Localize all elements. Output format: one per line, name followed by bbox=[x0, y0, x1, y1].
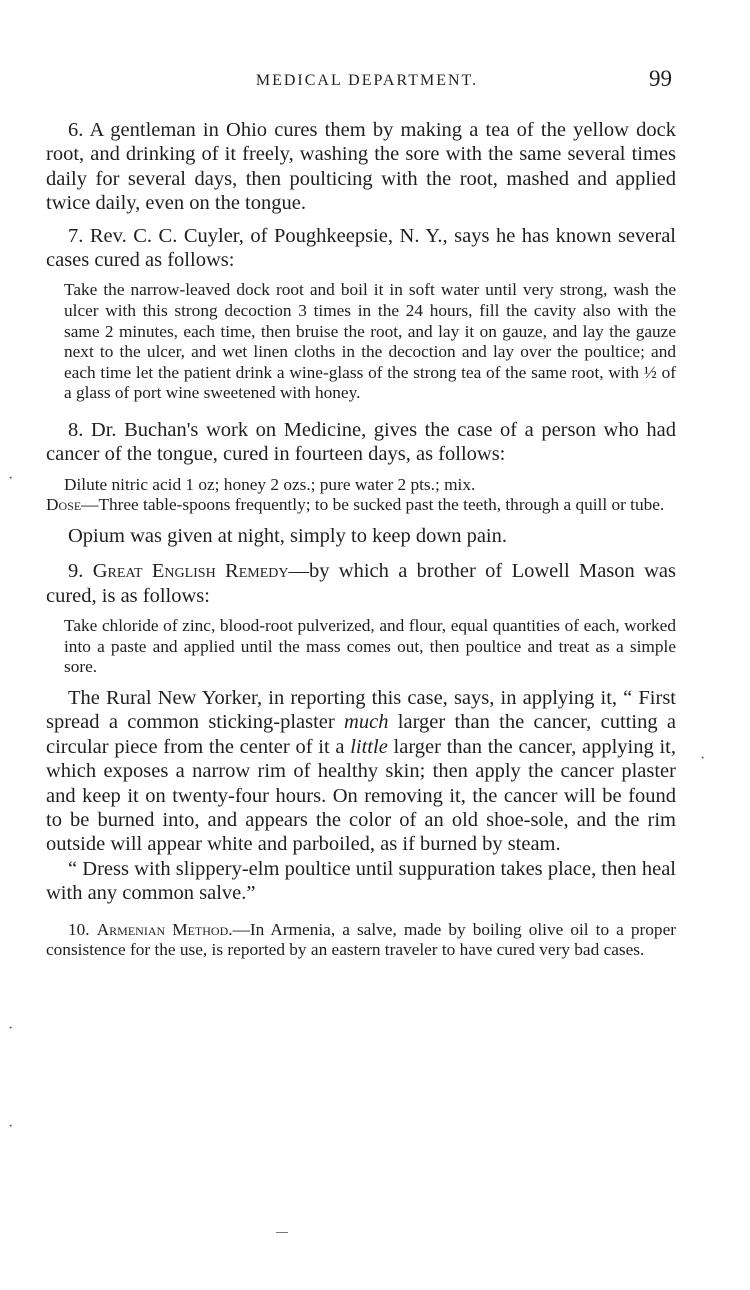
entry-9-number: 9. bbox=[68, 560, 84, 583]
running-head: MEDICAL DEPARTMENT. bbox=[255, 72, 479, 89]
entry-10-number: 10. bbox=[68, 919, 90, 939]
entry-8-recipe: Dilute nitric acid 1 oz; honey 2 ozs.; pure water 2 pts.; mix. bbox=[64, 474, 476, 494]
footer-dash bbox=[276, 1232, 288, 1233]
entry-9-dress: “ Dress with slippery-elm poultice until suppuration takes place, then heal with any common salve.” bbox=[46, 857, 676, 905]
emphasis-much: much bbox=[344, 711, 389, 734]
entry-9-title: Great English Remedy bbox=[92, 560, 289, 583]
entry-10-rest: .—In Armenia, a salve, made by boiling olive oil to a proper consistence for the use, is reported by an eastern traveler to have cured very bad cases. bbox=[46, 919, 677, 960]
entry-8-recipe-block bbox=[46, 475, 676, 516]
body-text bbox=[46, 118, 676, 961]
entry-9-rural-new-yorker bbox=[46, 686, 676, 857]
entry-9-recipe: Take chloride of zinc, blood-root pulverized, and flour, equal quantities of each, worked into a paste and applied until the mass comes out, then poultice and treat as a simple sore. bbox=[64, 616, 676, 677]
entry-6: 6. A gentleman in Ohio cures them by making a tea of the yellow dock root, and drinking of it freely, washing the sore with the same several times daily for several days, then poulticing with the root, mashed and applied twice daily, even on the tongue. bbox=[46, 119, 676, 215]
entry-7: 7. Rev. C. C. Cuyler, of Poughkeepsie, N. Y., says he has known several cases cured as follows: bbox=[46, 224, 676, 272]
entry-10-title: Armenian Method bbox=[96, 919, 229, 939]
margin-speck: · bbox=[8, 470, 14, 487]
entry-9 bbox=[46, 559, 676, 608]
page-number: 99 bbox=[649, 66, 672, 91]
page-header bbox=[46, 66, 676, 102]
margin-speck: · bbox=[700, 750, 706, 767]
rural-text-c: larger than the cancer, applying it, which exposes a narrow rim of healthy skin; then apply the cancer plaster and keep it on twenty-four hours. On removing it, the cancer will be found to be burned into, and appears the color of an old shoe-sole, and the rim outside will appear white and parboiled, as if burned by steam. bbox=[46, 735, 676, 856]
dose-text: —Three table-spoons frequently; to be sucked past the teeth, through a quill or tube. bbox=[81, 495, 665, 515]
entry-9-rest: —by which a brother of Lowell Mason was cured, is as follows: bbox=[46, 560, 676, 607]
rural-text-a: The Rural New Yorker, in reporting this case, says, in applying it, “ First spread a common sticking-plaster bbox=[46, 687, 676, 734]
entry-10 bbox=[46, 920, 676, 961]
dose-label: Dose bbox=[46, 495, 82, 515]
entry-7-recipe: Take the narrow-leaved dock root and boil it in soft water until very strong, wash the ulcer with this strong decoction 3 times in the 24 hours, fill the cavity also with the same 2 minutes, each time, then bruise the root, and lay it on gauze, and lay the gauze next to the ulcer, and wet linen cloths in the decoction and lay over the poultice; and each time let the patient drink a wine-glass of the strong tea of the same root, with ½ of a glass of port wine sweetened with honey. bbox=[64, 280, 676, 403]
entry-8-opium: Opium was given at night, simply to keep down pain. bbox=[68, 525, 507, 547]
margin-speck: · bbox=[8, 1020, 14, 1037]
entry-8-dose bbox=[46, 495, 676, 516]
emphasis-little: little bbox=[350, 735, 388, 758]
entry-8: 8. Dr. Buchan's work on Medicine, gives the case of a person who had cancer of the tongue, cured in fourteen days, as follows: bbox=[46, 419, 676, 466]
margin-speck: · bbox=[8, 1118, 14, 1135]
rural-text-b: larger than the cancer, cutting a circular piece from the center of it a bbox=[46, 711, 676, 758]
